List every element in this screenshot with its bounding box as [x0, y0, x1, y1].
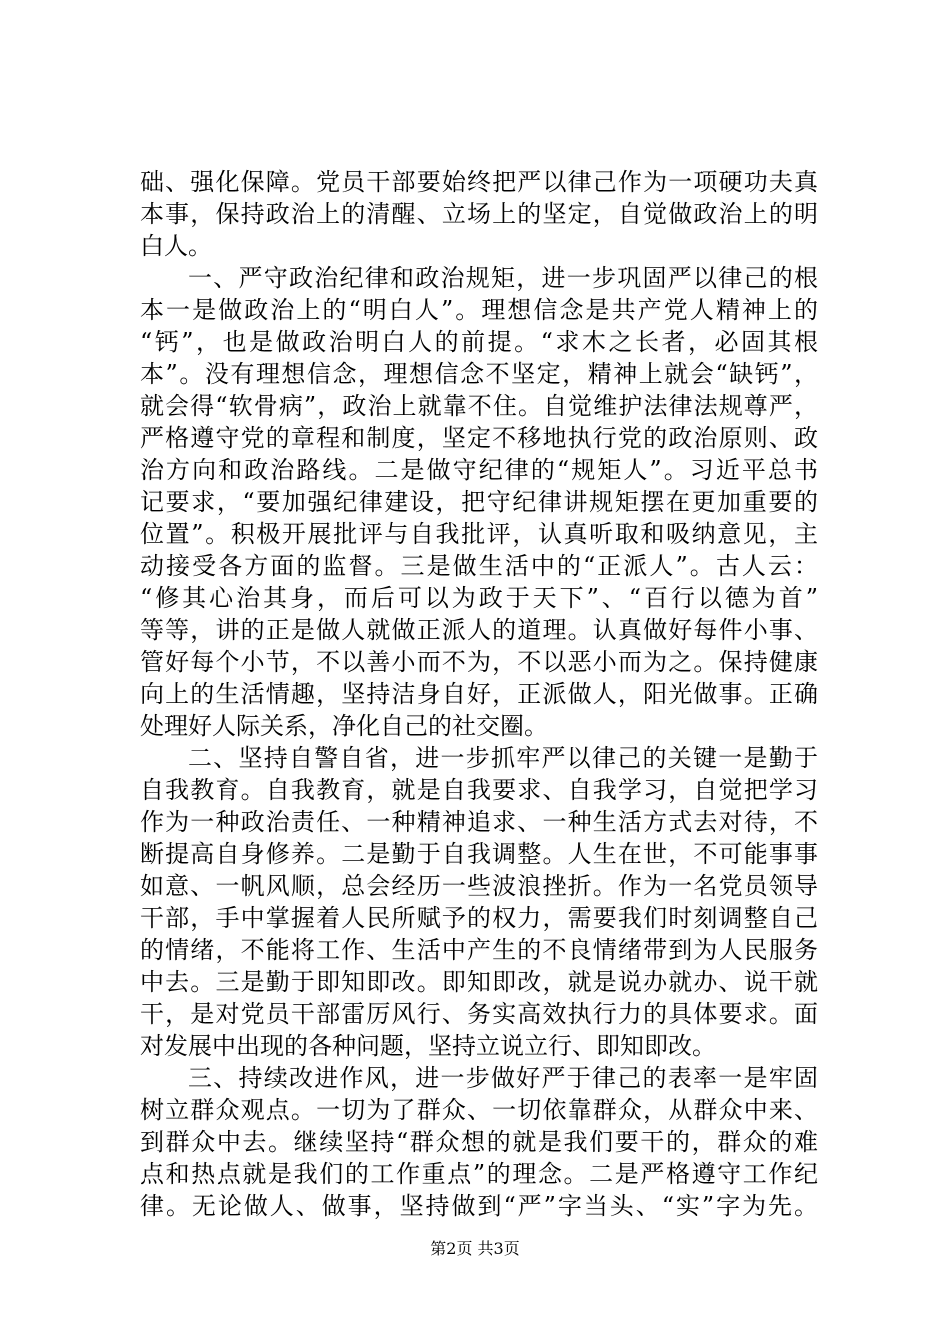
text-line: 一、严守政治纪律和政治规矩，进一步巩固严以律己的根	[188, 264, 818, 292]
text-line: 干部，手中掌握着人民所赋予的权力，需要我们时刻调整自己	[140, 904, 818, 932]
text-line: 如意、一帆风顺，总会经历一些波浪挫折。作为一名党员领导	[140, 872, 818, 900]
text-line: 础、强化保障。党员干部要始终把严以律己作为一项硬功夫真	[140, 168, 818, 196]
text-line: 干，是对党员干部雷厉风行、务实高效执行力的具体要求。面	[140, 1000, 818, 1028]
text-line: 本事，保持政治上的清醒、立场上的坚定，自觉做政治上的明	[140, 200, 818, 228]
text-line: 动接受各方面的监督。三是做生活中的“正派人”。古人云：	[140, 552, 818, 580]
text-line: 白人。	[140, 232, 212, 260]
text-line: 治方向和政治路线。二是做守纪律的“规矩人”。习近平总书	[140, 456, 818, 484]
text-line: “修其心治其身，而后可以为政于天下”、“百行以德为首”	[140, 584, 818, 612]
text-line: 位置”。积极开展批评与自我批评，认真听取和吸纳意见，主	[140, 520, 818, 548]
text-line: 树立群众观点。一切为了群众、一切依靠群众，从群众中来、	[140, 1096, 818, 1124]
text-line: 处理好人际关系，净化自己的社交圈。	[140, 712, 548, 740]
page-footer: 第2页 共3页	[430, 1239, 520, 1258]
text-line: 三、持续改进作风，进一步做好严于律己的表率一是牢固	[188, 1064, 818, 1092]
text-line: 的情绪，不能将工作、生活中产生的不良情绪带到为人民服务	[140, 936, 818, 964]
text-line: 中去。三是勤于即知即改。即知即改，就是说办就办、说干就	[140, 968, 818, 996]
text-line: 就会得“软骨病”，政治上就靠不住。自觉维护法律法规尊严，	[140, 392, 818, 420]
text-line: 本”。没有理想信念，理想信念不坚定，精神上就会“缺钙”，	[140, 360, 818, 388]
document-body	[140, 166, 818, 1222]
text-line: 向上的生活情趣，坚持洁身自好，正派做人，阳光做事。正确	[140, 680, 818, 708]
text-line: 自我教育。自我教育，就是自我要求、自我学习，自觉把学习	[140, 776, 818, 804]
text-line: 等等，讲的正是做人就做正派人的道理。认真做好每件小事、	[140, 616, 818, 644]
text-line: 对发展中出现的各种问题，坚持立说立行、即知即改。	[140, 1032, 716, 1060]
text-line: “钙”，也是做政治明白人的前提。“求木之长者，必固其根	[140, 328, 818, 356]
text-line: 点和热点就是我们的工作重点”的理念。二是严格遵守工作纪	[140, 1160, 818, 1188]
text-line: 本一是做政治上的“明白人”。理想信念是共产党人精神上的	[140, 296, 818, 324]
text-line: 作为一种政治责任、一种精神追求、一种生活方式去对待，不	[140, 808, 818, 836]
text-line: 律。无论做人、做事，坚持做到“严”字当头、“实”字为先。	[140, 1192, 818, 1220]
text-line: 严格遵守党的章程和制度，坚定不移地执行党的政治原则、政	[140, 424, 818, 452]
text-line: 记要求，“要加强纪律建设，把守纪律讲规矩摆在更加重要的	[140, 488, 818, 516]
text-line: 到群众中去。继续坚持“群众想的就是我们要干的，群众的难	[140, 1128, 818, 1156]
text-line: 管好每个小节，不以善小而不为，不以恶小而为之。保持健康	[140, 648, 818, 676]
text-line: 断提高自身修养。二是勤于自我调整。人生在世，不可能事事	[140, 840, 818, 868]
text-line: 二、坚持自警自省，进一步抓牢严以律己的关键一是勤于	[188, 744, 818, 772]
